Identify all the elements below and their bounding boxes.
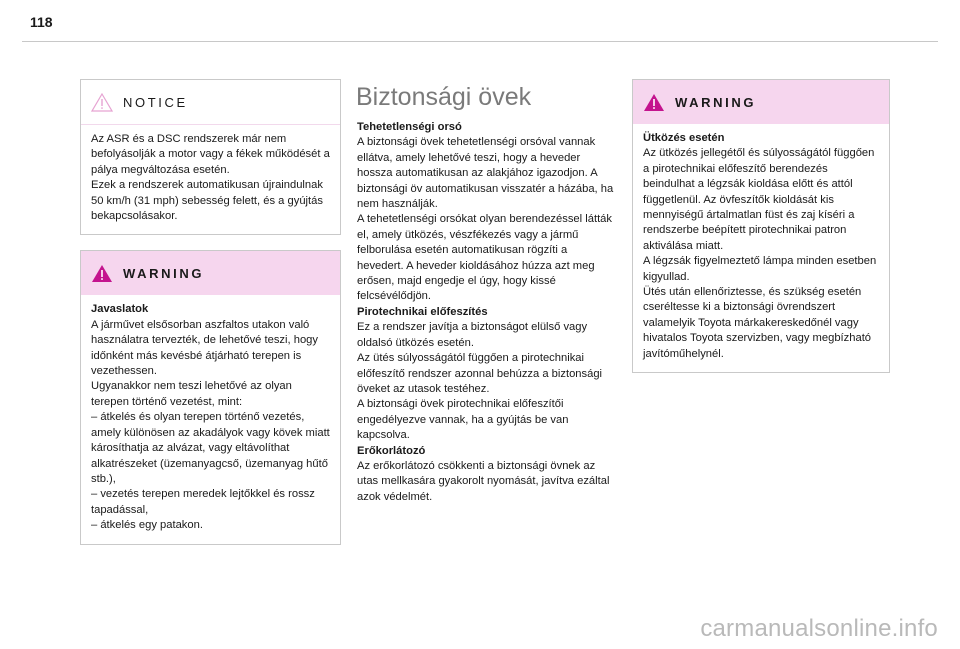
warning-title-left: WARNING: [123, 265, 205, 281]
notice-paragraph: Ezek a rendszerek automatikusan újraindulnak 50 km/h (31 mph) sebesség felett, és a gyújtás bekapcsolásakor.: [91, 179, 323, 223]
page-number: 118: [30, 14, 53, 30]
section-subheading: Erőkorlátozó: [357, 444, 426, 457]
body-paragraph: A biztonsági övek tehetetlenségi orsóval vannak ellátva, amely lehetővé teszi, hogy a heveder hossza automatikusan az alakjához igazodjon. A biztonsági öv automatikusan visszatér a házába, ha nem használják.: [357, 136, 614, 211]
warning-list-item: – vezetés terepen meredek lejtőkkel és rossz tapadással,: [91, 488, 315, 516]
body-paragraph: A tehetetlenségi orsókat olyan berendezéssel látták el, amely ütközés, vészfékezés vagy a jármű felborulása esetén automatikusan rögzíti a hevedert. A heveder kioldásához húzza azt meg erősen, majd engedje el úgy, hogy kissé felcsévélődjön.: [357, 213, 612, 303]
warning-subheading-right: Ütközés esetén: [643, 132, 725, 144]
warning-body-right: [633, 124, 889, 372]
warning-paragraph: Az ütközés jellegétől és súlyosságától függően a pirotechnikai előfeszítő berendezés beindulhat a légzsák kioldása előtt és attól függetlenül. Az övfeszítők kioldását kis mennyiségű ártalmatlan füst és zaj kíséri a rendszerbe beépített pirotechnikai patron aktiválása miatt.: [643, 147, 875, 252]
section-title: Biztonsági övek: [356, 83, 532, 111]
warning-paragraph: A légzsák figyelmeztető lámpa minden esetben kigyullad.: [643, 255, 877, 283]
notice-title: NOTICE: [123, 94, 188, 110]
warning-triangle-icon: [643, 93, 665, 112]
warning-body-left: [81, 295, 340, 543]
notice-header: [81, 80, 340, 125]
warning-triangle-icon: [91, 264, 113, 283]
middle-column: [357, 79, 615, 505]
warning-box-left: [80, 250, 341, 544]
notice-box: [80, 79, 341, 235]
main-body: [357, 120, 615, 505]
warning-paragraph: Ugyanakkor nem teszi lehetővé az olyan terepen történő vezetést, mint:: [91, 380, 292, 408]
warning-header-right: [633, 80, 889, 124]
warning-paragraph: A járművet elsősorban aszfaltos utakon való használatra tervezték, de lehetővé teszi, hogy időnként más kevésbé átjárható terepen is vezethessen.: [91, 318, 318, 378]
notice-paragraph: Az ASR és a DSC rendszerek már nem befolyásolják a motor vagy a fékek működését a pálya megváltozása esetén.: [91, 133, 330, 176]
body-paragraph: A biztonsági övek pirotechnikai előfeszítői engedélyezve vannak, ha a gyújtás be van kapcsolva.: [357, 398, 569, 442]
watermark: carmanualsonline.info: [700, 615, 938, 642]
warning-list-item: – átkelés egy patakon.: [91, 519, 203, 532]
warning-header-left: [81, 251, 340, 295]
body-paragraph: Az erőkorlátozó csökkenti a biztonsági övnek az utas mellkasára gyakorolt nyomását, javítva ezáltal azok védelmét.: [357, 459, 610, 503]
warning-title-right: WARNING: [675, 94, 757, 110]
warning-subheading-left: Javaslatok: [91, 303, 149, 316]
section-subheading: Tehetetlenségi orsó: [357, 121, 462, 133]
warning-list-item: – átkelés és olyan terepen történő vezetés, amely különösen az akadályok vagy kövek miatt károsíthatja az alvázat, vagy eltávolíthat alkatrészeket (üzemanyagcső, üzemanyag hűtő stb.),: [91, 411, 330, 485]
left-column: [80, 79, 341, 560]
warning-paragraph: Ütés után ellenőriztesse, és szükség esetén cseréltesse ki a biztonsági övrendszert valamelyik Toyota márkakereskedőnél vagy hivatalos Toyota szervizben, vagy megbízható javítóműhelynél.: [643, 286, 872, 360]
body-paragraph: Az ütés súlyosságától függően a pirotechnikai előfeszítő rendszer azonnal behúzza a biztonsági öveket az utasok testéhez.: [357, 352, 603, 395]
right-column: [632, 79, 890, 388]
caution-triangle-outline-icon: [91, 93, 113, 112]
notice-body: [81, 125, 340, 234]
body-paragraph: Ez a rendszer javítja a biztonságot elülső vagy oldalsó ütközés esetén.: [357, 321, 588, 349]
section-subheading: Pirotechnikai előfeszítés: [357, 305, 488, 318]
warning-box-right: [632, 79, 890, 373]
top-rule: [22, 41, 938, 42]
